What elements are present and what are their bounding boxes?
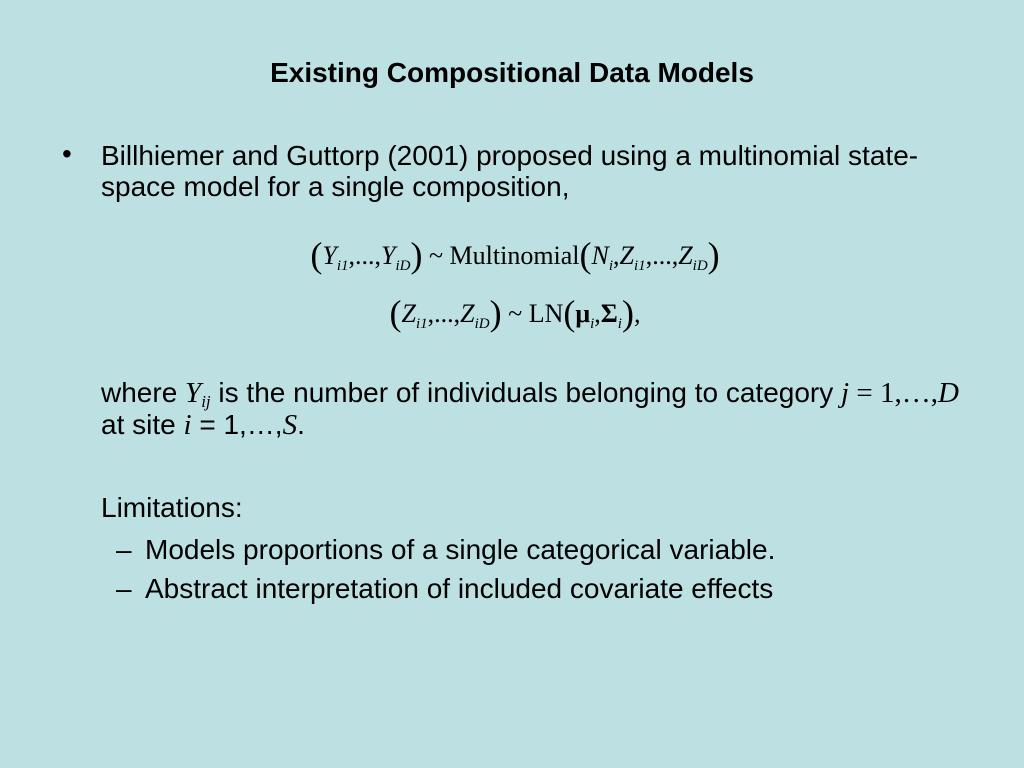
sigma-subscript: i	[617, 316, 622, 332]
open-paren: (	[310, 235, 323, 275]
slide-title: Existing Compositional Data Models	[270, 57, 754, 88]
where-paragraph	[101, 377, 981, 441]
dash-marker: –	[116, 534, 132, 565]
close-paren: )	[707, 235, 720, 275]
z-first-subscript: i1	[634, 258, 646, 274]
y-last: Y	[380, 241, 396, 270]
trailing-comma: ,	[633, 299, 641, 328]
mu-subscript: i	[590, 316, 595, 332]
z-last-subscript: iD	[474, 316, 490, 332]
close-paren: )	[621, 293, 634, 333]
multinomial-equation	[0, 235, 1024, 275]
y-first-subscript: i1	[336, 258, 349, 274]
i-variable: i	[183, 409, 192, 441]
y-variable: Y	[185, 377, 202, 409]
n-variable: N	[591, 241, 609, 270]
limitations-heading: Limitations:	[101, 492, 243, 523]
s-variable: S	[282, 409, 298, 441]
bullet-text: Billhiemer and Guttorp (2001) proposed using a multinomial state-space model for a single composition,	[101, 140, 919, 202]
y-subscript: ij	[201, 392, 211, 411]
separator: ,	[594, 299, 601, 328]
limitation-text: Abstract interpretation of included covariate effects	[145, 573, 774, 604]
logistic-normal-equation	[0, 293, 1024, 333]
description-text: is the number of individuals belonging to category	[210, 377, 842, 408]
open-paren: (	[389, 293, 402, 333]
mu-symbol: μ	[575, 299, 591, 328]
z-first: Z	[401, 299, 416, 328]
open-paren: (	[563, 293, 576, 333]
y-first: Y	[322, 241, 337, 270]
z-first: Z	[619, 241, 635, 270]
d-variable: D	[937, 377, 959, 409]
z-last-subscript: iD	[692, 258, 708, 274]
y-ij-variable	[185, 377, 211, 409]
ellipsis: ,...,	[645, 241, 679, 270]
sigma-symbol: Σ	[600, 299, 618, 328]
n-subscript: i	[608, 258, 614, 274]
close-paren: )	[410, 235, 423, 275]
range-text: = 1,…,	[849, 377, 938, 409]
j-variable: j	[841, 377, 850, 409]
z-first-subscript: i1	[415, 316, 428, 332]
distribution-name: LN	[528, 299, 564, 328]
period: .	[297, 409, 305, 440]
dash-marker: –	[116, 573, 132, 604]
site-range-text: = 1,…,	[191, 409, 283, 440]
site-text: at site	[101, 409, 184, 440]
z-last: Z	[678, 241, 693, 270]
distribution-name: Multinomial	[449, 241, 580, 270]
ellipsis: ,...,	[348, 241, 381, 270]
close-paren: )	[489, 293, 502, 333]
open-paren: (	[579, 235, 592, 275]
ellipsis: ,...,	[427, 299, 461, 328]
limitation-text: Models proportions of a single categorical variable.	[145, 534, 776, 565]
y-last-subscript: iD	[395, 258, 411, 274]
tilde: ~	[428, 241, 444, 270]
bullet-marker: •	[62, 138, 72, 169]
separator: ,	[613, 241, 620, 270]
tilde: ~	[508, 299, 523, 328]
z-last: Z	[460, 299, 475, 328]
where-text: where	[101, 377, 186, 408]
